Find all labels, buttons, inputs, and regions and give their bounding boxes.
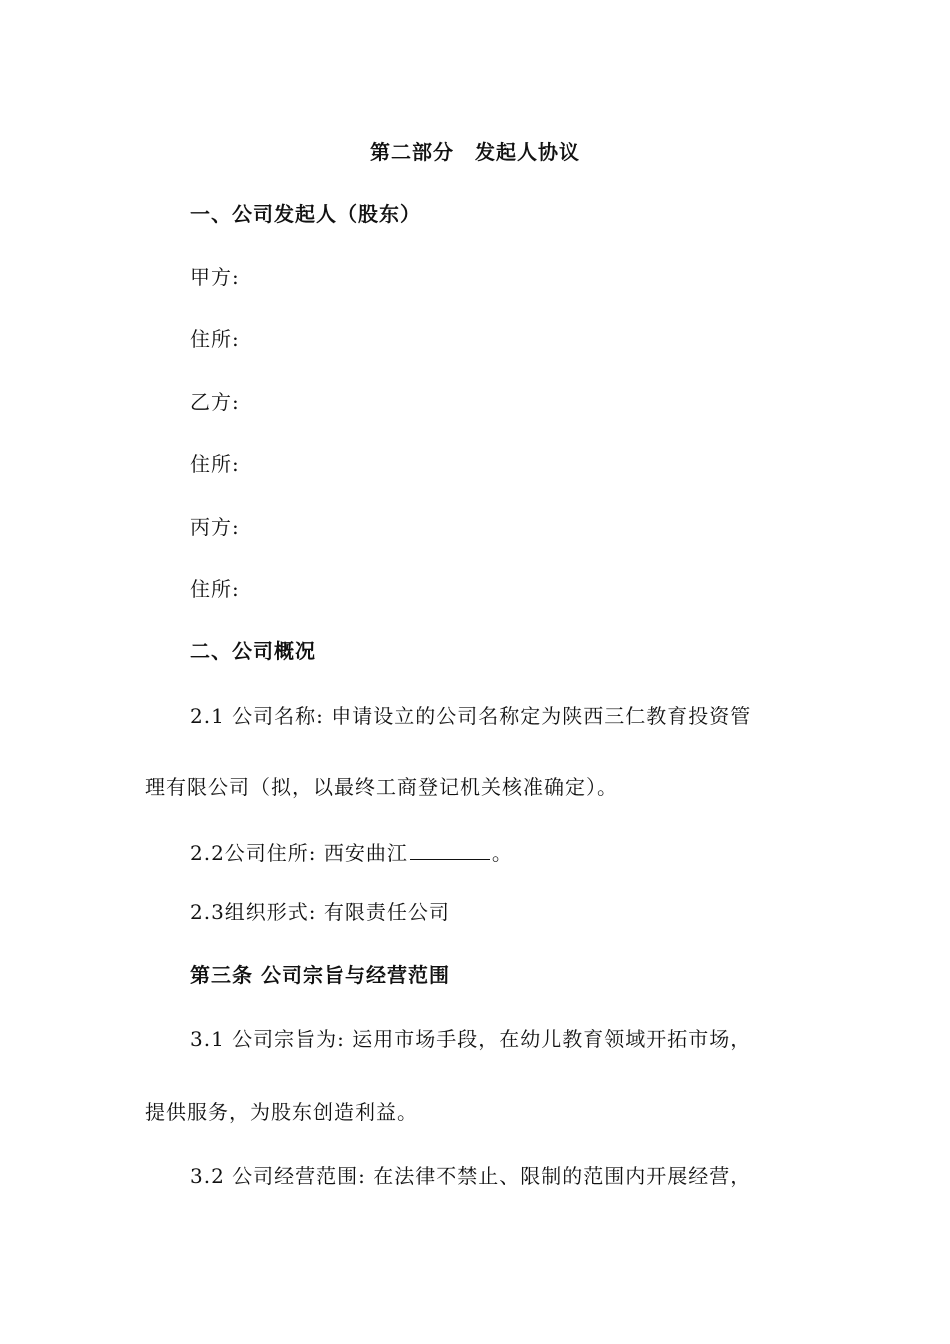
paragraph-3-1-line2: 提供服务，为股东创造利益。: [145, 1100, 418, 1124]
paragraph-2-2-text: 2.2公司住所: 西安曲江: [190, 841, 408, 865]
field-address-b: 住所:: [190, 452, 240, 476]
section-heading-founders: 一、公司发起人（股东）: [190, 202, 421, 226]
field-party-b: 乙方:: [190, 390, 240, 414]
field-party-a: 甲方:: [190, 265, 240, 289]
paragraph-3-2-line1: 3.2 公司经营范围: 在法律不禁止、限制的范围内开展经营，: [190, 1164, 752, 1188]
paragraph-2-3: 2.3组织形式: 有限责任公司: [190, 900, 450, 924]
field-address-a: 住所:: [190, 327, 240, 351]
paragraph-2-1-line1: 2.1 公司名称: 申请设立的公司名称定为陕西三仁教育投资管: [190, 704, 752, 728]
paragraph-3-1-line1: 3.1 公司宗旨为: 运用市场手段，在幼儿教育领域开拓市场，: [190, 1027, 752, 1051]
field-address-c: 住所:: [190, 577, 240, 601]
section-heading-purpose: 第三条 公司宗旨与经营范围: [190, 963, 450, 987]
section-heading-overview: 二、公司概况: [190, 639, 316, 663]
field-party-c: 丙方:: [190, 515, 240, 539]
paragraph-2-2-end: 。: [491, 841, 513, 865]
page-title: 第二部分 发起人协议: [370, 140, 580, 164]
address-blank-line: [410, 837, 490, 860]
paragraph-2-2: [190, 837, 513, 867]
paragraph-2-1-line2: 理有限公司（拟，以最终工商登记机关核准确定）。: [145, 775, 618, 799]
